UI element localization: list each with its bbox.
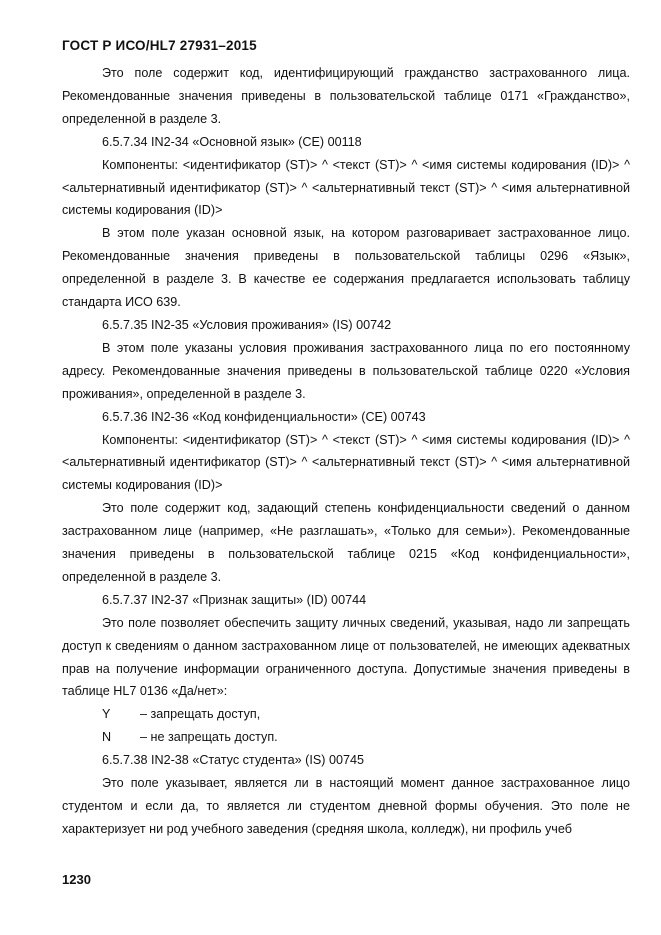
list-item-text: – запрещать доступ, <box>140 707 261 722</box>
paragraph: Это поле позволяет обеспечить защиту личных сведений, указывая, надо ли запрещать доступ к сведениям о данном застрахованном лице от пользователей, не имеющих адекватных прав на получение информации ограниченного доступа. Допустимые значения приведены в таблице HL7 0136 «Да/нет»: <box>62 615 630 699</box>
paragraph: Это поле указывает, является ли в настоящий момент данное застрахованное лицо студентом и если да, то является ли студентом дневной формы обучения. Это поле не характеризует ни род учебного заведения (средняя школа, колледж), ни профиль учеб <box>62 776 630 836</box>
components-paragraph: Компоненты: <идентификатор (ST)> ^ <текст (ST)> ^ <имя системы кодирования (ID)> ^ <альтернативный идентификатор (ST)> ^ <альтернативный текст (ST)> ^ <имя альтернативной системы кодирования (ID)> <box>62 157 630 218</box>
section-heading: 6.5.7.38 IN2-38 «Статус студента» (IS) 00745 <box>102 753 364 768</box>
list-item-key: N <box>102 730 112 745</box>
page-number: 1230 <box>62 872 91 887</box>
section-heading: 6.5.7.36 IN2-36 «Код конфиденциальности» (CE) 00743 <box>102 409 426 424</box>
document-header: ГОСТ Р ИСО/HL7 27931–2015 <box>62 38 257 53</box>
list-item <box>62 726 630 749</box>
section-heading: 6.5.7.35 IN2-35 «Условия проживания» (IS) 00742 <box>102 317 392 332</box>
paragraph: В этом поле указаны условия проживания застрахованного лица по его постоянному адресу. Рекомендованные значения приведены в пользовательской таблице 0220 «Условия проживания», определенной в разделе 3. <box>62 340 630 401</box>
document-body <box>62 62 630 841</box>
list-item-key: Y <box>102 707 111 722</box>
paragraph: Это поле содержит код, задающий степень конфиденциальности сведений о данном застрахованном лице (например, «Не разглашать», «Только для семьи»). Рекомендованные значения приведены в пользовательской таблице 0215 «Код конфиденциальности», определенной в разделе 3. <box>62 501 630 584</box>
section-heading: 6.5.7.37 IN2-37 «Признак защиты» (ID) 00744 <box>102 592 367 607</box>
list-item-text: – не запрещать доступ. <box>140 730 278 745</box>
paragraph: Это поле содержит код, идентифицирующий гражданство застрахованного лица. Рекомендованные значения приведены в пользовательской таблице 0171 «Гражданство», определенной в разделе 3. <box>62 66 630 126</box>
paragraph: В этом поле указан основной язык, на котором разговаривает застрахованное лицо. Рекомендованные значения приведены в пользовательской таблицы 0296 «Язык», определенной в разделе 3. В качестве ее содержания предлагается использовать таблицу стандарта ИСО 639. <box>62 226 630 310</box>
components-paragraph: Компоненты: <идентификатор (ST)> ^ <текст (ST)> ^ <имя системы кодирования (ID)> ^ <альтернативный идентификатор (ST)> ^ <альтернативный текст (ST)> ^ <имя альтернативной системы кодирования (ID)> <box>62 432 630 493</box>
list-item <box>62 703 630 726</box>
section-heading: 6.5.7.34 IN2-34 «Основной язык» (CE) 00118 <box>102 134 362 149</box>
